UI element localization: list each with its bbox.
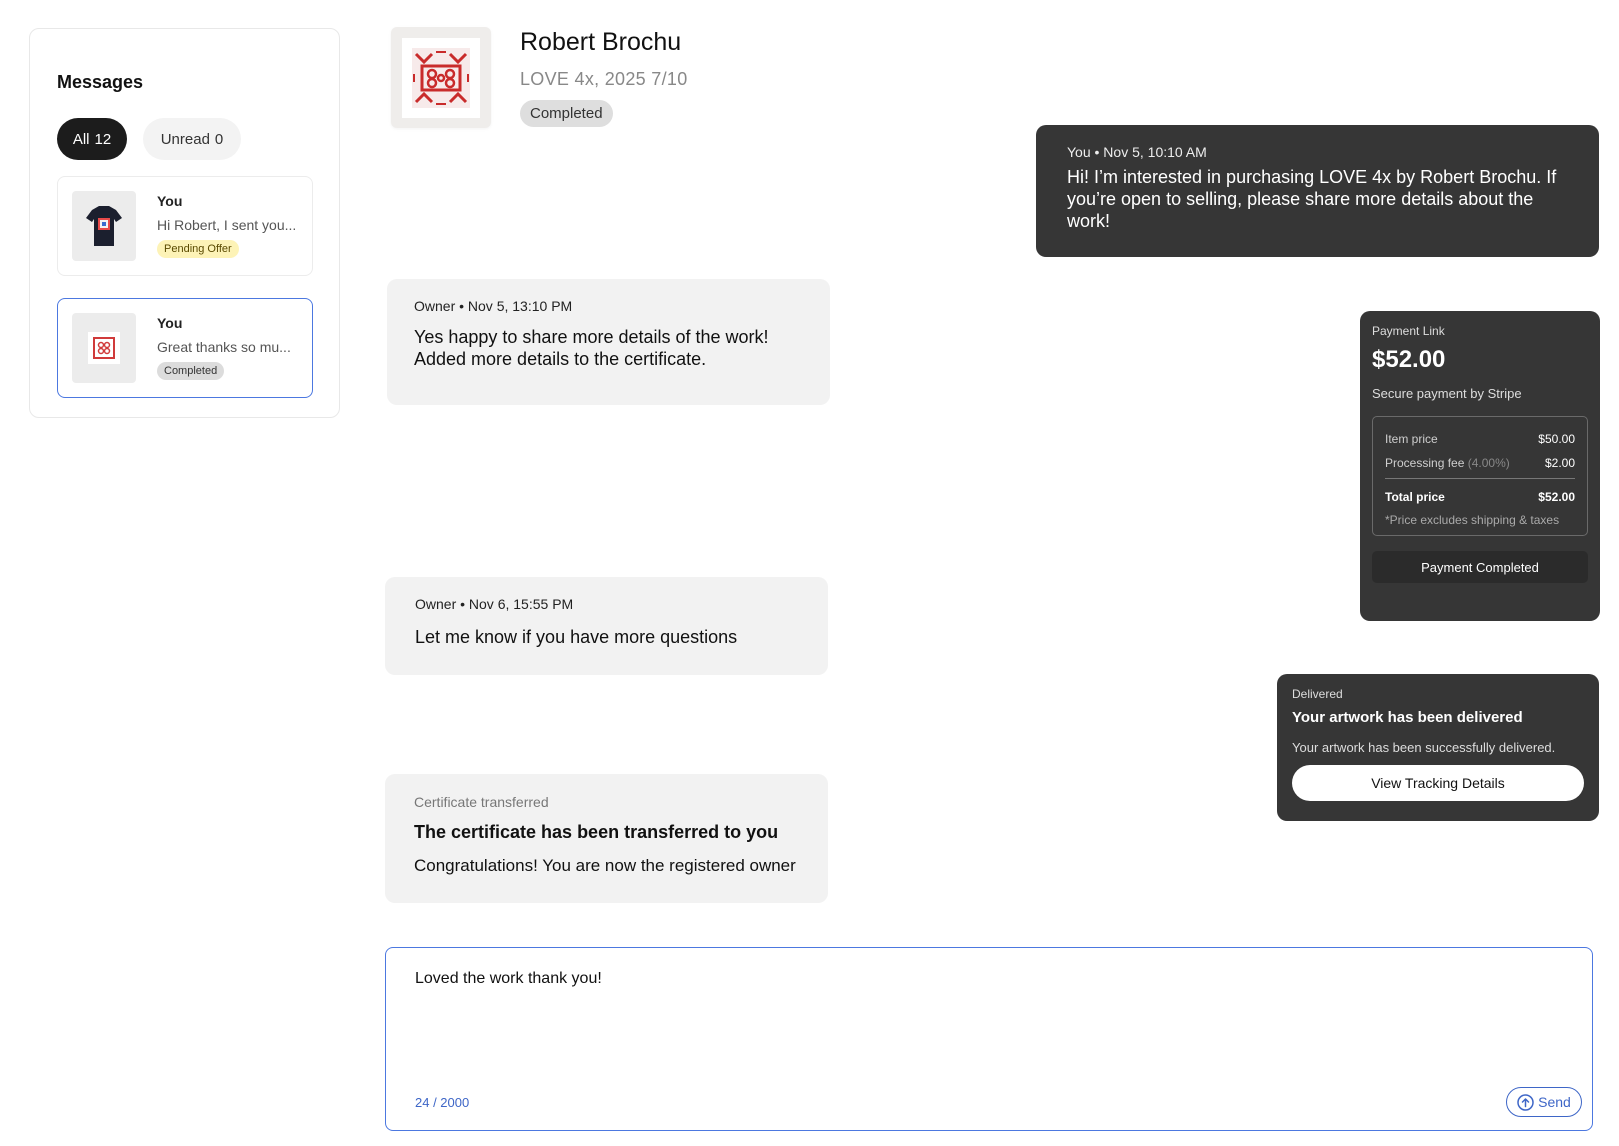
payment-secure-text: Secure payment by Stripe (1372, 386, 1522, 401)
artwork-thumbnail (391, 27, 491, 128)
processing-fee-pct: (4.00%) (1467, 456, 1510, 470)
conversation-item[interactable] (57, 298, 313, 398)
price-breakdown (1372, 416, 1588, 536)
price-note: *Price excludes shipping & taxes (1385, 513, 1560, 527)
payment-amount: $52.00 (1372, 346, 1446, 373)
filter-all-tab[interactable] (57, 118, 127, 160)
artwork-subtitle: LOVE 4x, 2025 7/10 (520, 69, 688, 89)
certificate-label: Certificate transferred (414, 794, 549, 810)
view-tracking-button[interactable]: View Tracking Details (1292, 765, 1584, 801)
conversation-preview: Hi Robert, I sent you... (157, 217, 297, 233)
delivery-card (1277, 674, 1599, 821)
artist-name: Robert Brochu (520, 28, 682, 56)
message-bubble-incoming (385, 577, 828, 675)
certificate-card (385, 774, 828, 903)
payment-label: Payment Link (1372, 324, 1445, 338)
message-meta: You • Nov 5, 10:10 AM (1067, 144, 1207, 160)
message-text: Let me know if you have more questions (415, 627, 738, 647)
filter-unread-count: 0 (214, 130, 224, 148)
status-badge: Completed (520, 100, 613, 127)
certificate-text: Congratulations! You are now the registered owner (414, 856, 796, 875)
status-badge: Completed (157, 362, 224, 380)
message-meta: Owner • Nov 5, 13:10 PM (414, 298, 573, 314)
message-meta: Owner • Nov 6, 15:55 PM (415, 596, 574, 612)
message-text: Hi! I’m interested in purchasing LOVE 4x by Robert Brochu. If you’re open to selling, please share more details about the work! (1067, 167, 1557, 231)
certificate-title: The certificate has been transferred to you (414, 822, 779, 842)
filter-all-count: 12 (94, 130, 112, 148)
message-bubble-outgoing (1036, 125, 1599, 257)
processing-fee-label: Processing fee (1385, 456, 1465, 470)
item-price-row (1385, 427, 1575, 451)
conversation-sender: You (157, 193, 183, 209)
character-count: 24 / 2000 (415, 1095, 470, 1110)
divider (1385, 478, 1575, 479)
send-label: Send (1538, 1094, 1571, 1110)
delivery-text: Your artwork has been successfully delivered. (1292, 740, 1556, 755)
message-input[interactable] (415, 970, 1555, 1070)
conversation-item[interactable] (57, 176, 313, 276)
conversation-sender: You (157, 315, 183, 331)
message-composer (385, 947, 1593, 1131)
tshirt-artwork-icon (72, 191, 136, 261)
item-price-label: Item price (1385, 432, 1438, 446)
payment-link-card (1360, 311, 1600, 621)
love-artwork-icon (402, 38, 480, 118)
filter-all-label: All (72, 130, 90, 148)
love-artwork-icon (72, 313, 136, 383)
arrow-up-circle-icon (1517, 1094, 1534, 1111)
filter-unread-label: Unread (160, 130, 210, 148)
filter-unread-tab[interactable] (143, 118, 241, 160)
status-badge: Pending Offer (157, 240, 239, 258)
messages-sidebar (29, 28, 340, 418)
payment-completed-button[interactable]: Payment Completed (1372, 551, 1588, 583)
message-bubble-incoming (387, 279, 830, 405)
total-price-value: $52.00 (1538, 490, 1575, 504)
delivery-label: Delivered (1292, 687, 1343, 701)
sidebar-title: Messages (57, 72, 144, 92)
send-button[interactable] (1506, 1087, 1582, 1117)
total-price-label: Total price (1385, 490, 1445, 504)
conversation-preview: Great thanks so mu... (157, 339, 291, 355)
item-price-value: $50.00 (1538, 432, 1575, 446)
delivery-title: Your artwork has been delivered (1292, 709, 1523, 726)
processing-fee-row (1385, 451, 1575, 475)
total-price-row (1385, 485, 1575, 509)
processing-fee-value: $2.00 (1544, 456, 1575, 470)
message-text: Yes happy to share more details of the work! Added more details to the certificate. (414, 327, 769, 369)
